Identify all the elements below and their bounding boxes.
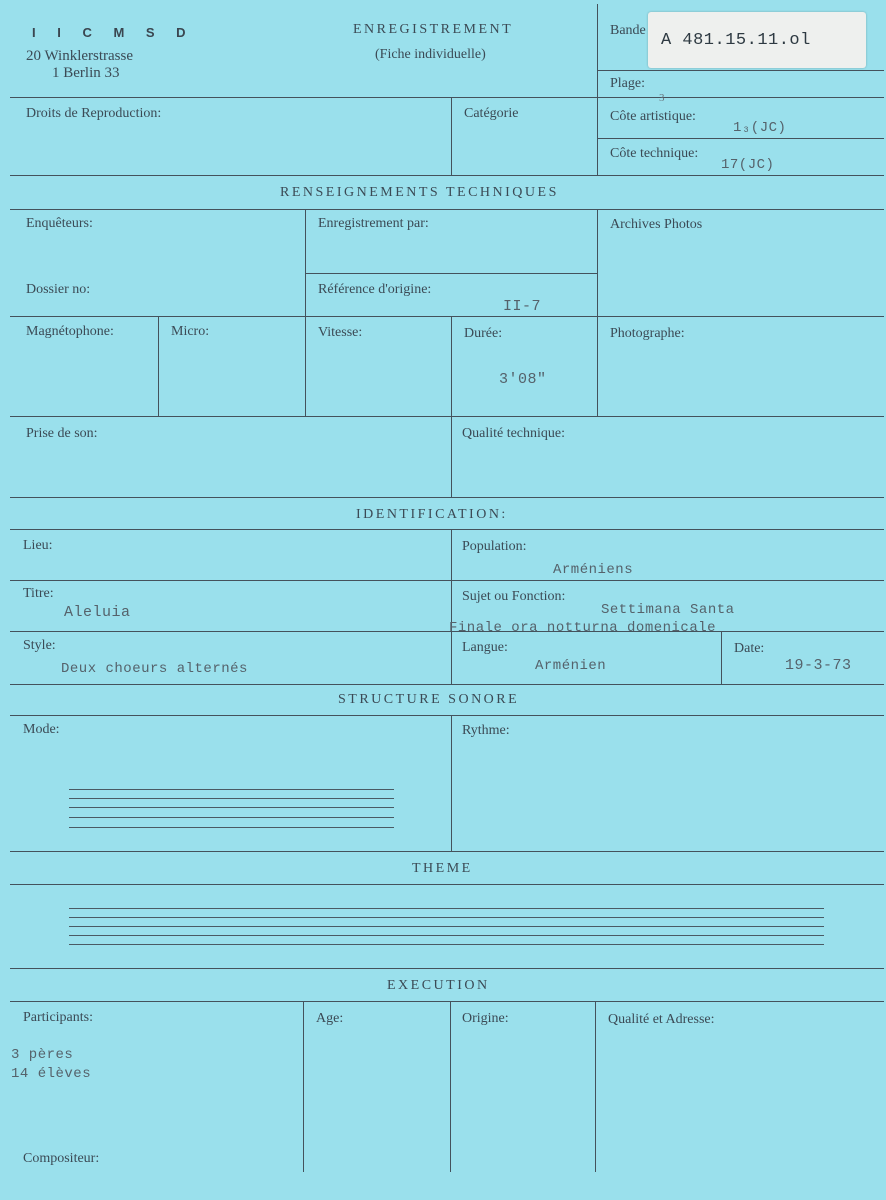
- rule-line: [10, 631, 884, 632]
- rule-line: [10, 851, 884, 852]
- archives-photos-label: Archives Photos: [610, 217, 703, 232]
- photographe-label: Photographe:: [610, 326, 685, 341]
- plage-label: Plage:: [610, 76, 645, 91]
- rule-line: [597, 138, 884, 139]
- rule-line: [10, 715, 884, 716]
- rule-line: [451, 416, 452, 497]
- rule-line: [305, 209, 306, 416]
- population-value: Arméniens: [553, 562, 634, 578]
- langue-label: Langue:: [462, 640, 508, 655]
- cote-technique-label: Côte technique:: [610, 146, 699, 161]
- qualite-adresse-label: Qualité et Adresse:: [608, 1012, 715, 1027]
- participants-value-2: 14 élèves: [11, 1066, 92, 1082]
- rule-line: [10, 316, 884, 317]
- rule-line: [450, 1001, 451, 1172]
- rule-line: [10, 497, 884, 498]
- cote-technique-value: 17(JC): [721, 157, 775, 173]
- rule-line: [595, 1001, 596, 1172]
- rule-line: [597, 70, 884, 71]
- lieu-label: Lieu:: [23, 538, 53, 553]
- rule-line: [10, 1001, 884, 1002]
- staff-line: [69, 807, 394, 808]
- micro-label: Micro:: [171, 324, 210, 339]
- staff-line: [69, 908, 824, 909]
- rule-line: [10, 209, 884, 210]
- rule-line: [10, 684, 884, 685]
- origine-label: Origine:: [462, 1011, 509, 1026]
- rule-line: [10, 416, 884, 417]
- rule-line: [10, 968, 884, 969]
- bande-sticker: [648, 12, 866, 68]
- rule-line: [158, 316, 159, 416]
- rythme-label: Rythme:: [462, 723, 510, 738]
- rule-line: [10, 175, 884, 176]
- magnetophone-label: Magnétophone:: [26, 324, 114, 339]
- rule-line: [721, 631, 722, 684]
- org-logo: I I C M S D: [32, 25, 195, 40]
- langue-value: Arménien: [535, 658, 607, 674]
- staff-line: [69, 926, 824, 927]
- sujet-label: Sujet ou Fonction:: [462, 589, 566, 604]
- age-label: Age:: [316, 1011, 344, 1026]
- section-title-technique: RENSEIGNEMENTS TECHNIQUES: [280, 185, 559, 200]
- section-title-structure: STRUCTURE SONORE: [338, 692, 520, 707]
- address-line-1: 20 Winklerstrasse: [26, 48, 134, 64]
- titre-label: Titre:: [23, 586, 54, 601]
- rule-line: [305, 273, 597, 274]
- participants-label: Participants:: [23, 1010, 93, 1025]
- sujet-value-1: Settimana Santa: [601, 602, 735, 618]
- bande-value: A 481.15.11.ol: [661, 31, 811, 50]
- rule-line: [451, 715, 452, 851]
- address-line-2: 1 Berlin 33: [52, 65, 120, 81]
- titre-value: Aleluia: [64, 604, 131, 621]
- staff-line: [69, 944, 824, 945]
- dossier-label: Dossier no:: [26, 282, 91, 297]
- staff-line: [69, 789, 394, 790]
- enqueteurs-label: Enquêteurs:: [26, 216, 93, 231]
- duree-label: Durée:: [464, 326, 503, 341]
- population-label: Population:: [462, 539, 527, 554]
- reference-value: II-7: [503, 298, 542, 315]
- qualite-technique-label: Qualité technique:: [462, 426, 566, 441]
- form-subtitle: (Fiche individuelle): [375, 47, 486, 62]
- sujet-value-2: Finale ora notturna domenicale: [449, 620, 717, 636]
- form-title: ENREGISTREMENT: [353, 22, 514, 37]
- enregistrement-par-label: Enregistrement par:: [318, 216, 429, 231]
- rule-line: [597, 4, 598, 175]
- rule-line: [10, 97, 884, 98]
- date-value: 19-3-73: [785, 657, 852, 674]
- staff-line: [69, 817, 394, 818]
- staff-line: [69, 827, 394, 828]
- rule-line: [303, 1001, 304, 1172]
- rule-line: [10, 529, 884, 530]
- staff-line: [69, 798, 394, 799]
- section-title-identification: IDENTIFICATION:: [356, 507, 508, 522]
- reference-label: Référence d'origine:: [318, 282, 432, 297]
- compositeur-label: Compositeur:: [23, 1151, 100, 1166]
- section-title-execution: EXECUTION: [387, 978, 490, 993]
- rule-line: [10, 580, 884, 581]
- staff-line: [69, 935, 824, 936]
- cote-artistique-label: Côte artistique:: [610, 109, 696, 124]
- participants-value-1: 3 pères: [11, 1047, 74, 1063]
- rule-line: [451, 97, 452, 175]
- cote-artistique-value: 1₃(JC): [733, 120, 787, 136]
- style-label: Style:: [23, 638, 56, 653]
- staff-line: [69, 917, 824, 918]
- plage-mark: 3: [659, 92, 665, 104]
- duree-value: 3'08": [499, 371, 547, 388]
- date-label: Date:: [734, 641, 765, 656]
- mode-label: Mode:: [23, 722, 60, 737]
- prise-de-son-label: Prise de son:: [26, 426, 98, 441]
- bande-label: Bande: [610, 23, 646, 38]
- section-title-theme: THEME: [412, 861, 473, 876]
- vitesse-label: Vitesse:: [318, 325, 363, 340]
- rule-line: [597, 209, 598, 416]
- rule-line: [451, 529, 452, 684]
- droits-label: Droits de Reproduction:: [26, 106, 162, 121]
- rule-line: [451, 316, 452, 416]
- style-value: Deux choeurs alternés: [61, 661, 248, 677]
- categorie-label: Catégorie: [464, 106, 519, 121]
- rule-line: [10, 884, 884, 885]
